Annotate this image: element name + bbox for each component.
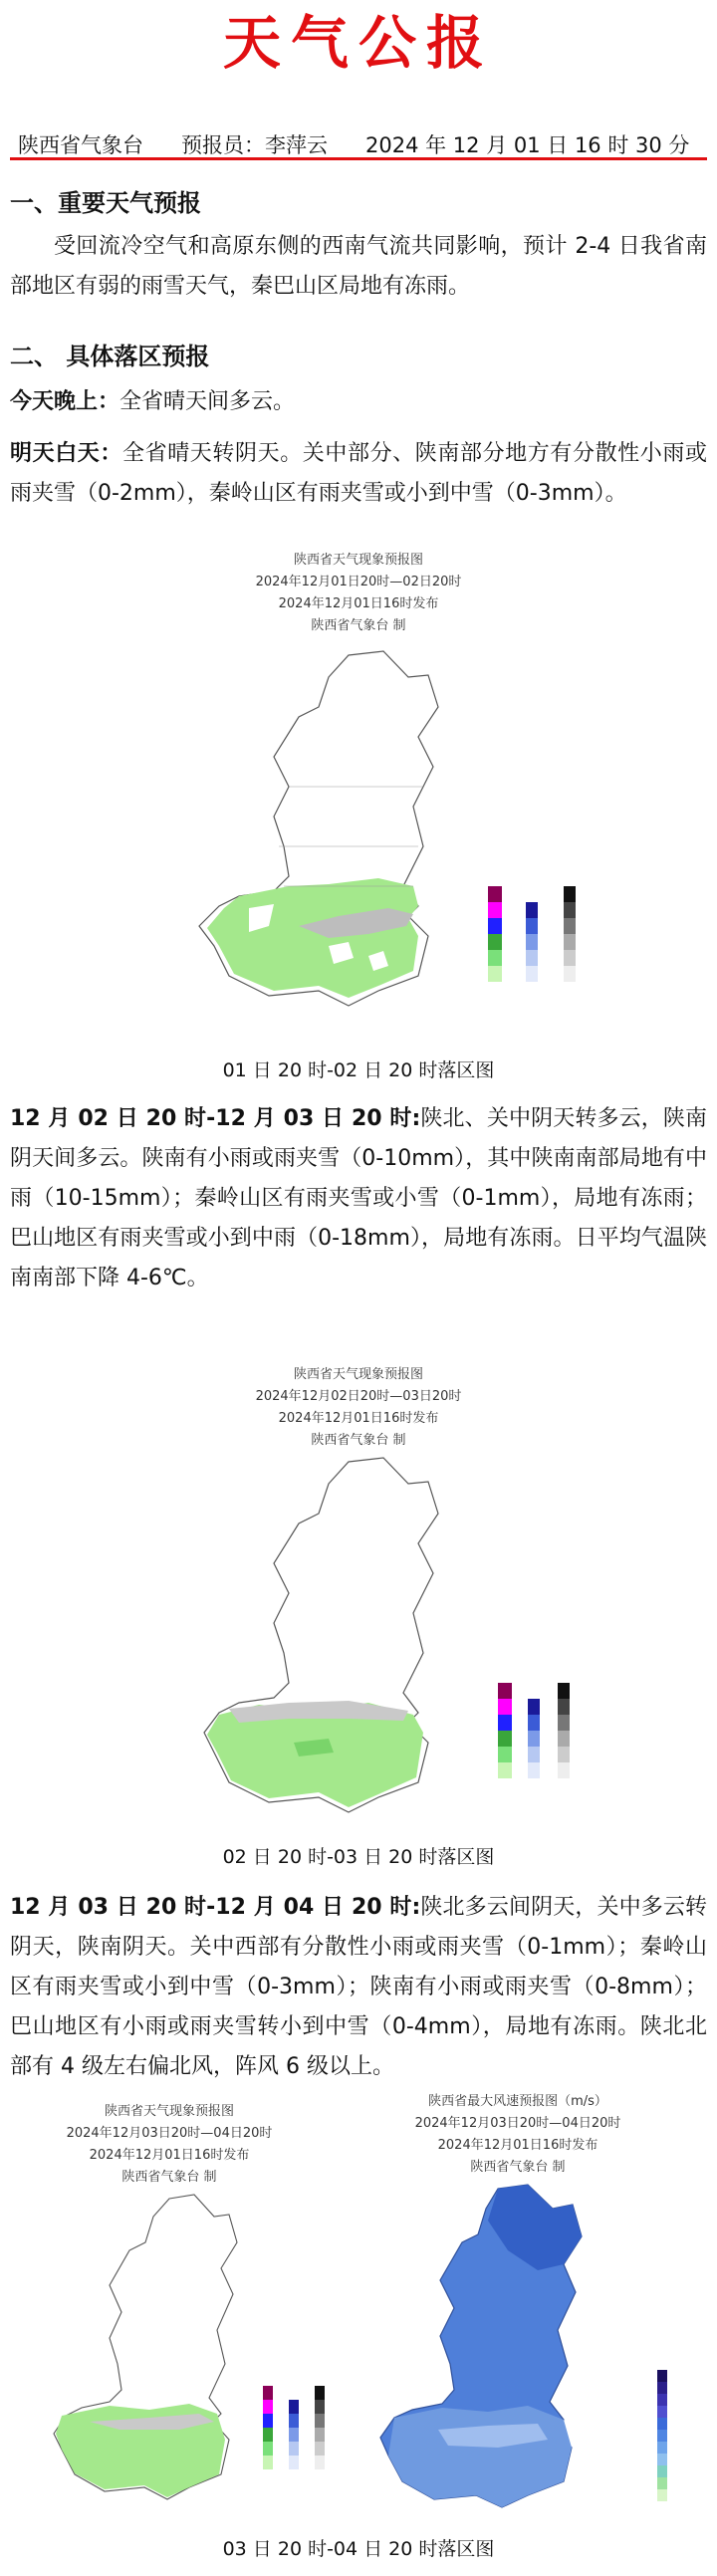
header-divider <box>10 157 707 160</box>
map4-image <box>378 2181 697 2519</box>
map1-period: 2024年12月01日20时—02日20时 <box>255 575 462 589</box>
map1-maker: 陕西省气象台 制 <box>311 618 406 633</box>
tonight-paragraph <box>10 382 707 422</box>
map3-title: 陕西省天气现象预报图 <box>104 2104 234 2119</box>
map1-caption: 01 日 20 时-02 日 20 时落区图 <box>222 1059 495 1081</box>
map4-legend <box>657 2370 667 2501</box>
tomorrow-label: 明天白天： <box>10 441 122 466</box>
map3-legend <box>263 2386 325 2469</box>
section1-heading: 一、重要天气预报 <box>10 189 201 217</box>
tonight-label: 今天晚上： <box>10 389 120 414</box>
bulletin-title: 天气公报 <box>222 9 494 77</box>
map2-figure <box>149 1364 568 1452</box>
period2-paragraph <box>10 1099 707 1298</box>
tomorrow-text: 全省晴天转阴天。关中部分、陕南部分地方有分散性小雨或雨夹雪（0-2mm），秦岭山区有雨夹雪或小到中雪（0-3mm）。 <box>10 441 707 506</box>
period2-text: 陕北、关中阴天转多云，陕南阴天间多云。陕南有小雨或雨夹雪（0-10mm），其中陕南南部局地有中雨（10-15mm）；秦岭山区有雨夹雪或小雪（0-1mm），局地有冻雨；巴山地区有雨夹雪或小到中雨（0-18mm），局地有冻雨。日平均气温陕南南部下降 4-6℃。 <box>10 1106 707 1290</box>
map4-issued: 2024年12月01日16时发布 <box>437 2138 598 2153</box>
forecaster: 预报员：李萍云 <box>181 133 328 157</box>
map4-figure <box>358 2091 677 2179</box>
map1-image <box>179 647 617 1046</box>
map3-4-caption: 03 日 20 时-04 日 20 时落区图 <box>222 2538 495 2560</box>
map3-maker: 陕西省气象台 制 <box>121 2170 217 2185</box>
tomorrow-paragraph <box>10 434 707 514</box>
header-meta <box>18 129 703 159</box>
map2-title: 陕西省天气现象预报图 <box>293 1367 423 1382</box>
map1-legend <box>488 886 576 982</box>
agency-name: 陕西省气象台 <box>18 133 143 157</box>
period3-label: 12 月 03 日 20 时-12 月 04 日 20 时: <box>10 1895 421 1920</box>
map4-period: 2024年12月03日20时—04日20时 <box>414 2116 621 2131</box>
map1-title: 陕西省天气现象预报图 <box>293 553 423 568</box>
map4-title: 陕西省最大风速预报图（m/s） <box>428 2094 607 2109</box>
map2-maker: 陕西省气象台 制 <box>311 1433 406 1448</box>
map3-image <box>50 2191 339 2519</box>
map2-image <box>199 1454 598 1832</box>
issue-datetime: 2024 年 12 月 01 日 16 时 30 分 <box>365 133 690 157</box>
map2-issued: 2024年12月01日16时发布 <box>278 1411 439 1426</box>
map2-legend <box>498 1683 570 1778</box>
period2-label: 12 月 02 日 20 时-12 月 03 日 20 时: <box>10 1106 421 1131</box>
map3-figure <box>30 2101 309 2189</box>
map2-caption: 02 日 20 时-03 日 20 时落区图 <box>222 1846 495 1868</box>
map4-maker: 陕西省气象台 制 <box>470 2160 566 2175</box>
section2-heading: 二、 具体落区预报 <box>10 343 210 370</box>
map3-period: 2024年12月03日20时—04日20时 <box>66 2126 273 2141</box>
map3-issued: 2024年12月01日16时发布 <box>89 2148 250 2163</box>
map1-issued: 2024年12月01日16时发布 <box>278 596 439 611</box>
map1-figure <box>149 550 568 637</box>
section1-body: 受回流冷空气和高原东侧的西南气流共同影响，预计 2-4 日我省南部地区有弱的雨雪天气，秦巴山区局地有冻雨。 <box>10 234 707 299</box>
period3-text: 陕北多云间阴天，关中多云转阴天，陕南阴天。关中西部有分散性小雨或雨夹雪（0-1mm）；秦岭山区有雨夹雪或小到中雪（0-3mm）；陕南有小雨或雨夹雪（0-8mm）；巴山地区有小雨或雨夹雪转小到中雪（0-4mm），局地有冻雨。陕北北部有 4 级左右偏北风，阵风 6 级以上。 <box>10 1895 707 2079</box>
map2-period: 2024年12月02日20时—03日20时 <box>255 1389 462 1404</box>
tonight-text: 全省晴天间多云。 <box>120 389 296 414</box>
period3-paragraph <box>10 1888 707 2087</box>
